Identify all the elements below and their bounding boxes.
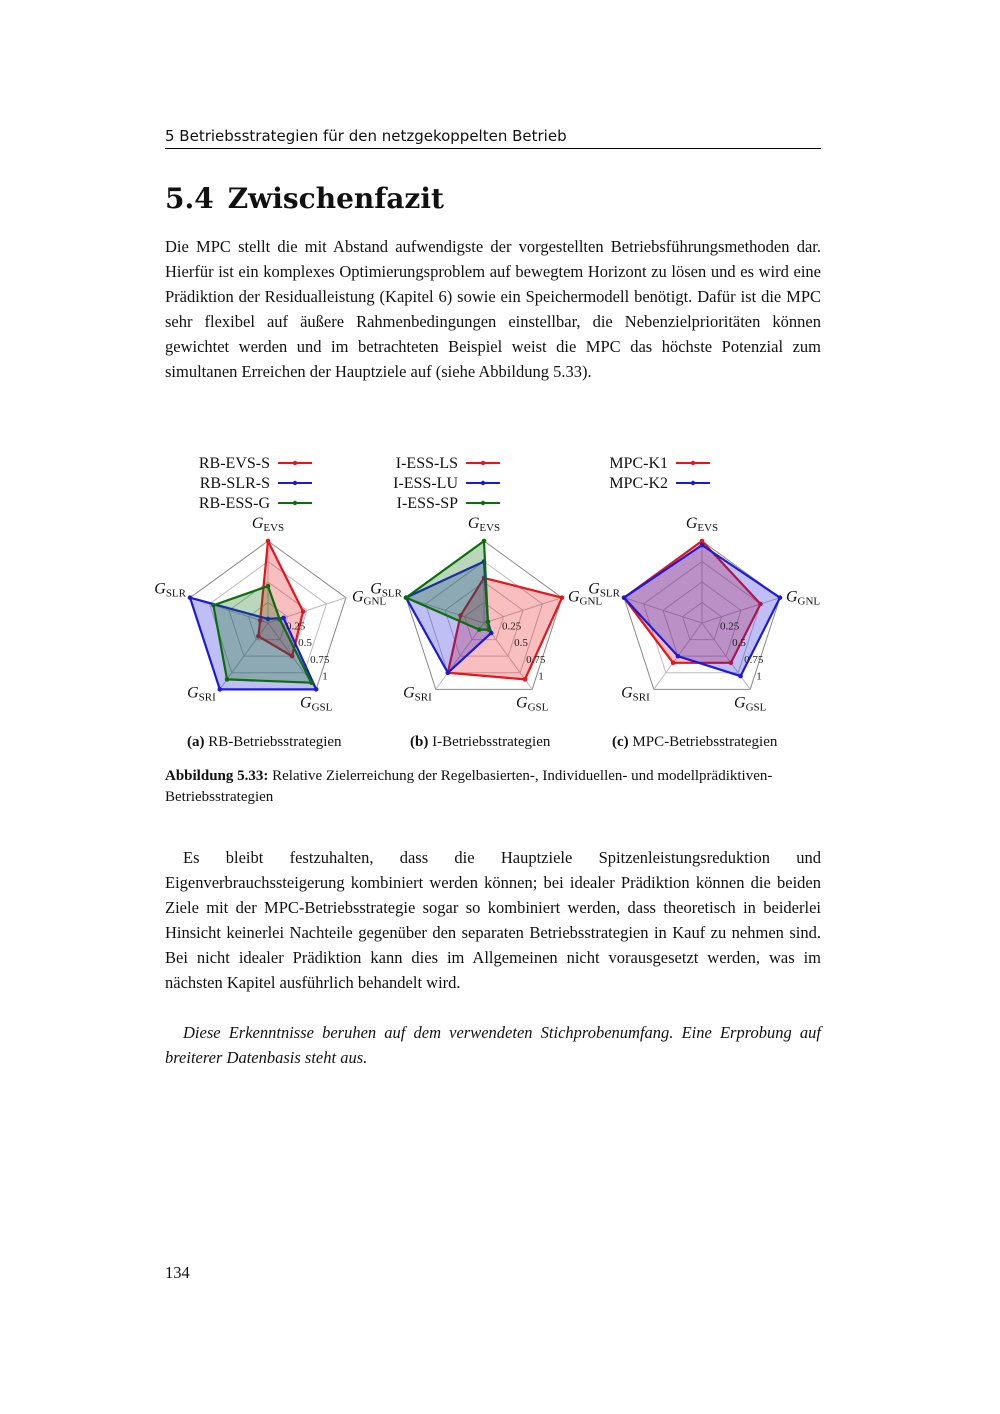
tick-label: 1 bbox=[538, 670, 544, 683]
legend-marker-RB-SLR-S bbox=[293, 481, 297, 485]
caption-text: Relative Zielerreichung der Regelbasierten-, Individuellen- und modellprädiktiven-Betriebsstrategien bbox=[165, 768, 773, 805]
data-point-MPC-K2-GSL bbox=[738, 674, 743, 679]
data-point-MPC-K2-GNL bbox=[778, 595, 783, 600]
data-point-RB-ESS-G-GSL bbox=[309, 680, 314, 685]
data-point-I-ESS-SP-SRI bbox=[477, 627, 482, 632]
paragraph-conclusion: Es bleibt festzuhalten, dass die Hauptziele Spitzenleistungsreduktion und Eigenverbrauchssteigerung kombiniert werden können; bei idealer Prädiktion können die beiden Ziele mit der MPC-Betriebsstrategie sogar so kombiniert werden, dass theoretisch in beiderlei Hinsicht keinerlei Nachteile gegenüber den separaten Betriebsstrategien in Kauf zu nehmen sind. Bei nicht idealer Prädiktion kann dies im Allgemeinen nicht vorausgesetzt werden, was im nächsten Kapitel ausführlich behandelt wird. bbox=[165, 848, 821, 992]
paragraph-intro: Die MPC stellt die mit Abstand aufwendigste der vorgestellten Betriebsführungsmethoden dar. Hierfür ist ein komplexes Optimierungsproblem auf bewegtem Horizont zu lösen und es wird eine Prädiktion der Residualleistung (Kapitel 6) sowie ein Speichermodell benötigt. Dafür ist die MPC sehr flexibel auf äußere Rahmenbedingungen einstellbar, die Nebenzielprioritäten können gewichtet werden und im betrachteten Beispiel weist die MPC das höchste Potenzial zum simultanen Erreichen der Hauptziele auf (siehe Abbildung 5.33). bbox=[165, 237, 821, 381]
figure-radar-charts bbox=[150, 440, 850, 760]
data-point-MPC-K1-SRI bbox=[671, 661, 676, 666]
axis-label-SLR: GSLR bbox=[370, 580, 403, 600]
axis-label-GSL: GGSL bbox=[734, 694, 767, 714]
legend-marker-MPC-K1 bbox=[691, 461, 695, 465]
tick-label: 1 bbox=[756, 670, 762, 683]
data-point-RB-ESS-G-GNL bbox=[277, 617, 282, 622]
axis-label-SRI: GSRI bbox=[621, 684, 650, 704]
axis-label-SRI: GSRI bbox=[403, 684, 432, 704]
axis-label-SLR: GSLR bbox=[154, 580, 187, 600]
axis-label-GNL: GGNL bbox=[351, 588, 387, 608]
tick-label: 0.25 bbox=[502, 620, 522, 633]
running-header bbox=[165, 126, 821, 149]
legend-label-MPC-K1: MPC-K1 bbox=[609, 455, 668, 472]
axis-label-EVS: GEVS bbox=[251, 515, 285, 534]
legend-label-I-ESS-SP: I-ESS-SP bbox=[396, 495, 458, 512]
data-point-RB-ESS-G-EVS bbox=[266, 584, 271, 589]
legend-label-RB-ESS-G: RB-ESS-G bbox=[198, 495, 270, 512]
legend-marker-RB-EVS-S bbox=[293, 461, 297, 465]
axis-label-SRI: GSRI bbox=[187, 684, 216, 704]
running-header-text: 5 Betriebsstrategien für den netzgekoppelten Betrieb bbox=[165, 127, 567, 145]
section-title: Zwischenfazit bbox=[227, 182, 444, 215]
data-point-MPC-K2-EVS bbox=[700, 543, 705, 548]
tick-label: 0.25 bbox=[286, 620, 306, 633]
legend-marker-I-ESS-LS bbox=[481, 461, 485, 465]
legend-marker-I-ESS-LU bbox=[481, 481, 485, 485]
legend-label-RB-EVS-S: RB-EVS-S bbox=[198, 455, 270, 472]
legend-marker-RB-ESS-G bbox=[293, 501, 297, 505]
radar-chart-1 bbox=[154, 455, 386, 750]
tick-label: 0.5 bbox=[514, 637, 528, 650]
data-point-RB-ESS-G-SRI bbox=[225, 677, 230, 682]
data-point-I-ESS-LU-SRI bbox=[446, 670, 451, 675]
data-point-I-ESS-SP-EVS bbox=[482, 539, 487, 544]
data-point-RB-SLR-S-SRI bbox=[218, 687, 223, 692]
axis-label-SLR: GSLR bbox=[588, 580, 621, 600]
data-point-MPC-K2-SLR bbox=[622, 595, 627, 600]
data-point-RB-SLR-S-GSL bbox=[314, 687, 319, 692]
tick-label: 0.5 bbox=[732, 637, 746, 650]
data-point-RB-SLR-S-GNL bbox=[281, 616, 286, 621]
subfigure-title-3: (c) MPC-Betriebsstrategien bbox=[612, 734, 778, 750]
radar-chart-2 bbox=[370, 455, 602, 750]
data-point-RB-ESS-G-SLR bbox=[211, 603, 216, 608]
axis-label-EVS: GEVS bbox=[467, 515, 501, 534]
axis-label-GSL: GGSL bbox=[300, 694, 333, 714]
subfigure-title-1: (a) RB-Betriebsstrategien bbox=[187, 734, 342, 750]
tick-label: 0.25 bbox=[720, 620, 740, 633]
legend-label-I-ESS-LU: I-ESS-LU bbox=[393, 475, 458, 492]
legend-label-MPC-K2: MPC-K2 bbox=[609, 475, 668, 492]
legend-marker-I-ESS-SP bbox=[481, 501, 485, 505]
legend-marker-MPC-K2 bbox=[691, 481, 695, 485]
tick-label: 1 bbox=[322, 670, 328, 683]
section-heading bbox=[165, 182, 458, 215]
tick-label: 0.75 bbox=[310, 653, 330, 666]
axis-label-GNL: GGNL bbox=[567, 588, 603, 608]
subfigure-title-2: (b) I-Betriebsstrategien bbox=[410, 734, 551, 750]
data-point-I-ESS-SP-GSL bbox=[487, 627, 492, 632]
data-point-RB-EVS-S-EVS bbox=[266, 539, 271, 544]
tick-label: 0.75 bbox=[526, 653, 546, 666]
data-point-MPC-K2-SRI bbox=[676, 654, 681, 659]
data-point-MPC-K1-EVS bbox=[700, 539, 705, 544]
data-point-I-ESS-LS-GNL bbox=[560, 595, 565, 600]
axis-label-EVS: GEVS bbox=[685, 515, 719, 534]
legend-label-RB-SLR-S: RB-SLR-S bbox=[199, 475, 270, 492]
caption-label: Abbildung 5.33: bbox=[165, 768, 269, 784]
tick-label: 0.5 bbox=[298, 637, 312, 650]
axis-label-GNL: GGNL bbox=[785, 588, 821, 608]
tick-label: 0.75 bbox=[744, 653, 764, 666]
legend-label-I-ESS-LS: I-ESS-LS bbox=[395, 455, 458, 472]
data-point-I-ESS-SP-SLR bbox=[404, 595, 409, 600]
data-point-I-ESS-LS-GSL bbox=[523, 677, 528, 682]
section-number: 5.4 bbox=[165, 182, 214, 215]
paragraph-note: Diese Erkenntnisse beruhen auf dem verwendeten Stichprobenumfang. Eine Erprobung auf breiterer Datenbasis steht aus. bbox=[165, 1023, 821, 1067]
data-point-RB-SLR-S-SLR bbox=[188, 595, 193, 600]
data-point-I-ESS-SP-GNL bbox=[486, 619, 491, 624]
axis-label-GSL: GGSL bbox=[516, 694, 549, 714]
figure-caption bbox=[165, 766, 825, 808]
page-number: 134 bbox=[165, 1263, 190, 1282]
radar-chart-3 bbox=[588, 455, 820, 750]
data-point-RB-EVS-S-GNL bbox=[301, 609, 306, 614]
